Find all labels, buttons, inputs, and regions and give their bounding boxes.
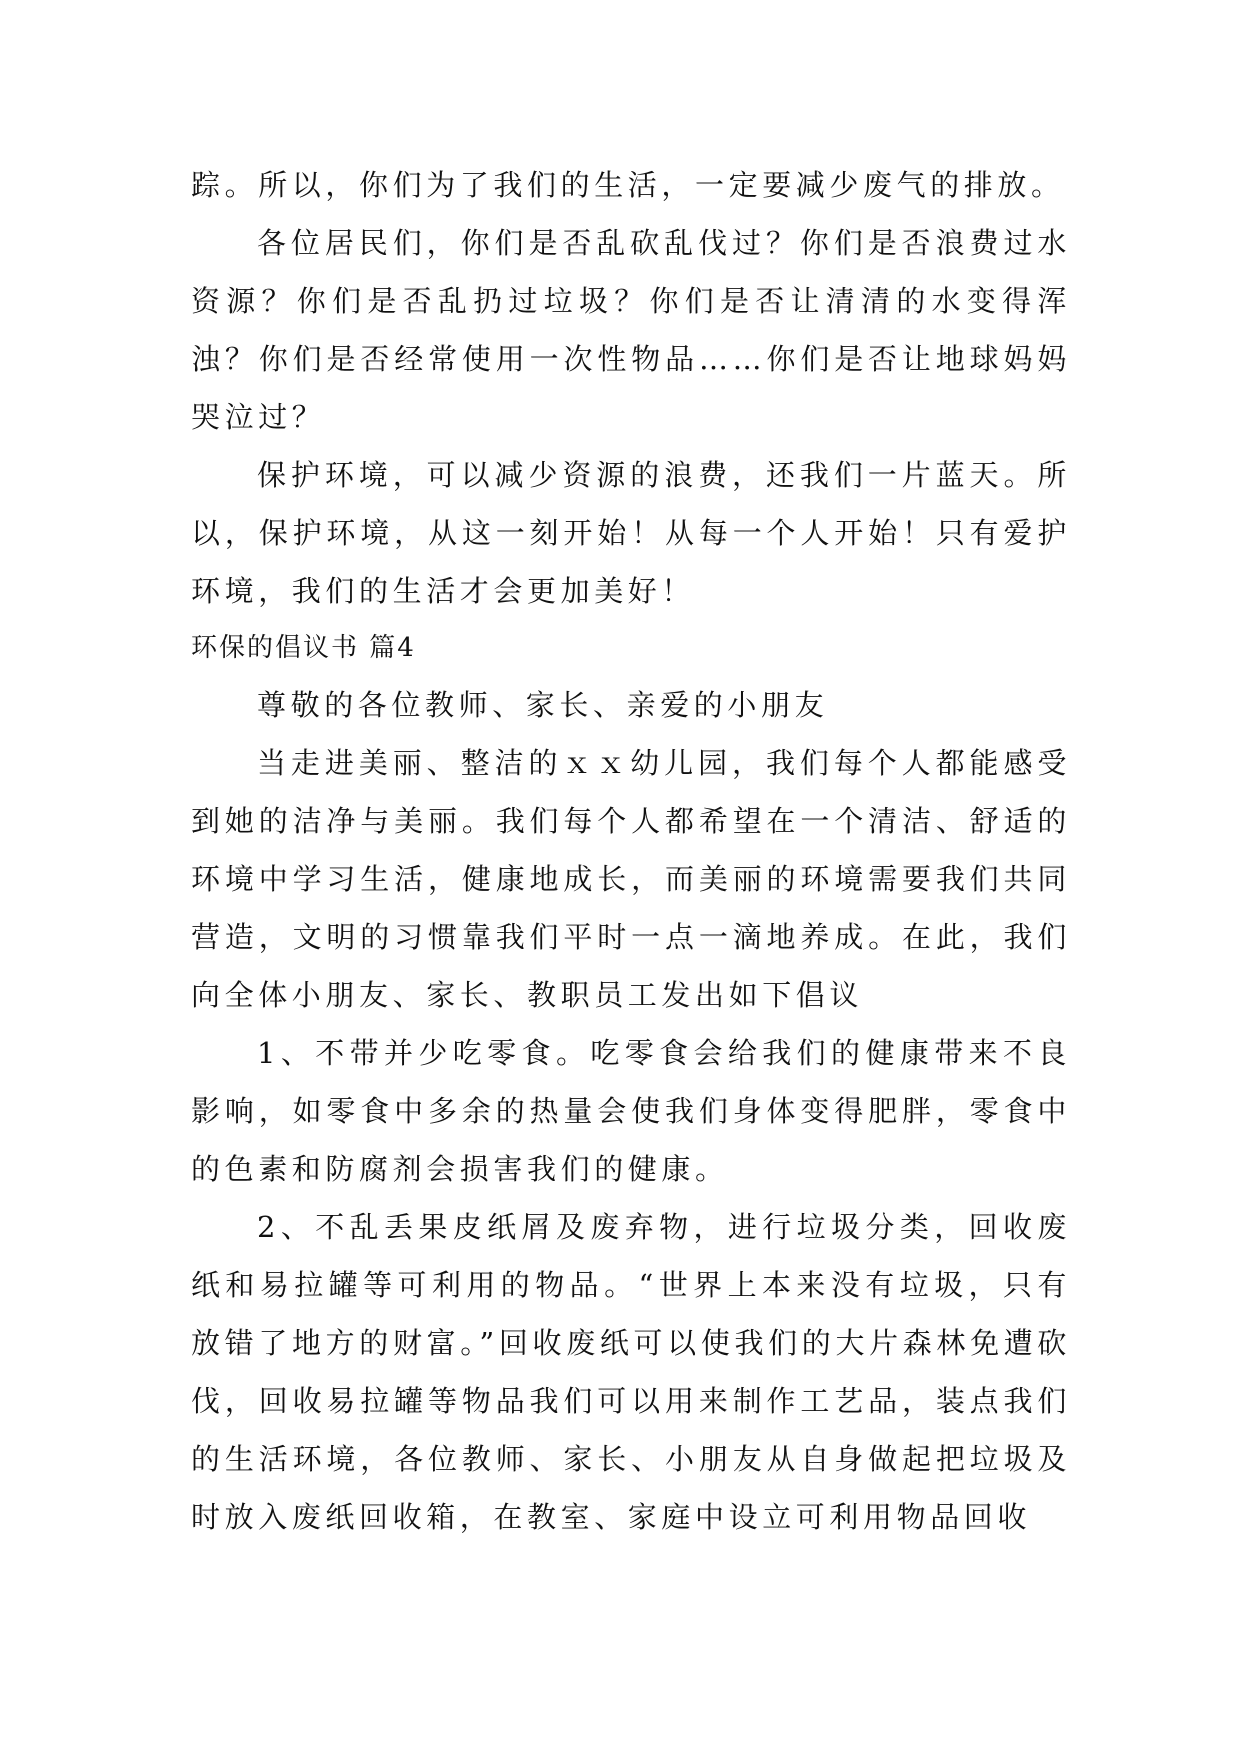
greeting: 尊敬的各位教师、家长、亲爱的小朋友 bbox=[257, 688, 829, 722]
section-title: 环保的倡议书 篇4 bbox=[191, 633, 416, 663]
paragraph-protect-environment: 保护环境，可以减少资源的浪费，还我们一片蓝天。所以，保护环境，从这一刻开始！从每一个人开始！只有爱护环境，我们的生活才会更加美好！ bbox=[191, 458, 1071, 608]
proposal-item-2: 2、不乱丢果皮纸屑及废弃物，进行垃圾分类，回收废纸和易拉罐等可利用的物品。“世界上本来没有垃圾，只有放错了地方的财富。”回收废纸可以使我们的大片森林免遭砍伐，回收易拉罐等物品我们可以用来制作工艺品，装点我们的生活环境，各位教师、家长、小朋友从自身做起把垃圾及时放入废纸回收箱，在教室、家庭中设立可利用物品回收 bbox=[191, 1210, 1071, 1534]
paragraph-questions: 各位居民们，你们是否乱砍乱伐过？你们是否浪费过水资源？你们是否乱扔过垃圾？你们是否让清清的水变得浑浊？你们是否经常使用一次性物品……你们是否让地球妈妈哭泣过？ bbox=[191, 226, 1071, 434]
document-body bbox=[191, 156, 1071, 1546]
paragraph-intro: 当走进美丽、整洁的ｘｘ幼儿园，我们每个人都能感受到她的洁净与美丽。我们每个人都希望在一个清洁、舒适的环境中学习生活，健康地成长，而美丽的环境需要我们共同营造，文明的习惯靠我们平时一点一滴地养成。在此，我们向全体小朋友、家长、教职员工发出如下倡议 bbox=[191, 746, 1071, 1012]
paragraph-continuation: 踪。所以，你们为了我们的生活，一定要减少废气的排放。 bbox=[191, 168, 1065, 202]
proposal-item-1: 1、不带并少吃零食。吃零食会给我们的健康带来不良影响，如零食中多余的热量会使我们身体变得肥胖，零食中的色素和防腐剂会损害我们的健康。 bbox=[191, 1036, 1071, 1186]
